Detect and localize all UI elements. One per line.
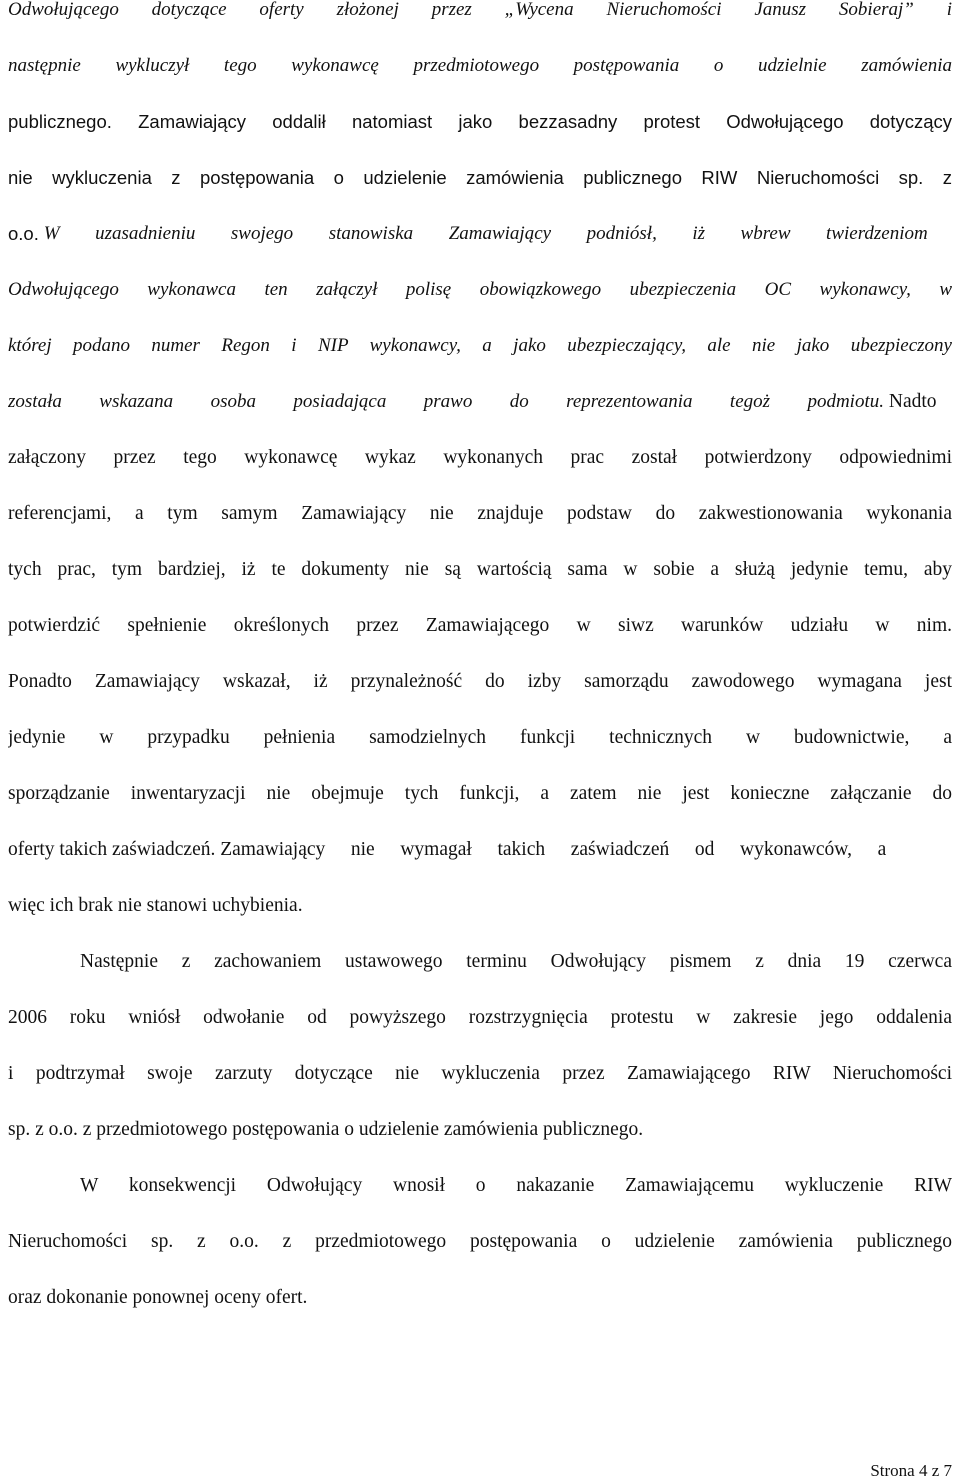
- text-line-15-content: sporządzanie inwentaryzacji nie obejmuje tych funkcji, a zatem nie jest konieczne załączanie do: [8, 783, 952, 804]
- text-line-5: [8, 214, 952, 254]
- text-line-8: [8, 382, 952, 422]
- text-line-11-content: tych prac, tym bardziej, iż te dokumenty nie są wartością sama w sobie a służą jedynie temu, aby: [8, 559, 952, 580]
- text-line-5-abbrev: o.o.: [8, 223, 39, 244]
- paragraph-3-line-3-content: oraz dokonanie ponownej oceny ofert.: [8, 1287, 308, 1308]
- text-line-1: [8, 0, 952, 30]
- paragraph-2-line-3: [8, 1054, 952, 1094]
- text-line-7-content: której podano numer Regon i NIP wykonawcy, a jako ubezpieczający, ale nie jako ubezpieczony: [8, 335, 952, 356]
- paragraph-2-line-2: [8, 998, 952, 1038]
- text-line-4-content: nie wykluczenia z postępowania o udzielenie zamówienia publicznego RIW Nieruchomości sp. z: [8, 167, 952, 188]
- text-line-3: [8, 102, 952, 142]
- text-line-13-content: Ponadto Zamawiający wskazał, iż przynależność do izby samorządu zawodowego wymagana jest: [8, 671, 952, 692]
- text-line-16-tail: Zamawiający nie wymagał takich zaświadczeń od wykonawców, a: [220, 839, 887, 860]
- text-line-7: [8, 326, 952, 366]
- paragraph-3-line-2-content: Nieruchomości sp. z o.o. z przedmiotowego postępowania o udzielenie zamówienia publicznego: [8, 1231, 952, 1252]
- page-number: Strona 4 z 7: [870, 1461, 952, 1480]
- text-line-14: [8, 718, 952, 758]
- text-line-12-content: potwierdzić spełnienie określonych przez Zamawiającego w siwz warunków udziału w nim.: [8, 615, 952, 636]
- text-line-8-tail: Nadto: [888, 391, 937, 412]
- paragraph-3-line-2: [8, 1222, 952, 1262]
- text-line-3-content: publicznego. Zamawiający oddalił natomiast jako bezzasadny protest Odwołującego dotyczący: [8, 111, 952, 132]
- paragraph-3-line-1: [80, 1166, 952, 1206]
- paragraph-2-line-3-content: i podtrzymał swoje zarzuty dotyczące nie wykluczenia przez Zamawiającego RIW Nieruchomości: [8, 1063, 952, 1084]
- paragraph-2-line-1-content: Następnie z zachowaniem ustawowego terminu Odwołujący pismem z dnia 19 czerwca: [80, 951, 952, 972]
- text-line-2-content: następnie wykluczył tego wykonawcę przedmiotowego postępowania o udzielnie zamówienia: [8, 55, 952, 76]
- text-line-16-content: oferty takich zaświadczeń.: [8, 839, 216, 860]
- paragraph-3-line-1-content: W konsekwencji Odwołujący wnosił o nakazanie Zamawiającemu wykluczenie RIW: [80, 1175, 952, 1196]
- text-line-4: [8, 158, 952, 198]
- text-line-2: [8, 46, 952, 86]
- text-line-14-content: jedynie w przypadku pełnienia samodzielnych funkcji technicznych w budownictwie, a: [8, 727, 952, 748]
- text-line-15: [8, 774, 952, 814]
- text-line-17: [8, 886, 952, 926]
- text-line-12: [8, 606, 952, 646]
- text-line-10: [8, 494, 952, 534]
- text-line-16: [8, 830, 952, 870]
- paragraph-3-line-3: [8, 1278, 952, 1318]
- text-line-13: [8, 662, 952, 702]
- text-line-5-content: W uzasadnieniu swojego stanowiska Zamawiający podniósł, iż wbrew twierdzeniom: [43, 223, 928, 244]
- text-line-10-content: referencjami, a tym samym Zamawiający nie znajduje podstaw do zakwestionowania wykonania: [8, 503, 952, 524]
- text-line-17-content: więc ich brak nie stanowi uchybienia.: [8, 895, 303, 916]
- paragraph-2-line-1: [80, 942, 952, 982]
- text-line-8-content: została wskazana osoba posiadająca prawo do reprezentowania tegoż podmiotu.: [8, 391, 884, 412]
- text-line-6: [8, 270, 952, 310]
- paragraph-2-line-4-content: sp. z o.o. z przedmiotowego postępowania o udzielenie zamówienia publicznego.: [8, 1119, 644, 1140]
- text-line-9-content: załączony przez tego wykonawcę wykaz wykonanych prac został potwierdzony odpowiednimi: [8, 447, 952, 468]
- paragraph-2-line-2-content: 2006 roku wniósł odwołanie od powyższego rozstrzygnięcia protestu w zakresie jego oddalenia: [8, 1007, 952, 1028]
- paragraph-2-line-4: [8, 1110, 952, 1150]
- text-line-1-content: Odwołującego dotyczące oferty złożonej przez „Wycena Nieruchomości Janusz Sobieraj” i: [8, 0, 952, 20]
- text-line-9: [8, 438, 952, 478]
- text-line-11: [8, 550, 952, 590]
- text-line-6-content: Odwołującego wykonawca ten załączył polisę obowiązkowego ubezpieczenia OC wykonawcy, w: [8, 279, 952, 300]
